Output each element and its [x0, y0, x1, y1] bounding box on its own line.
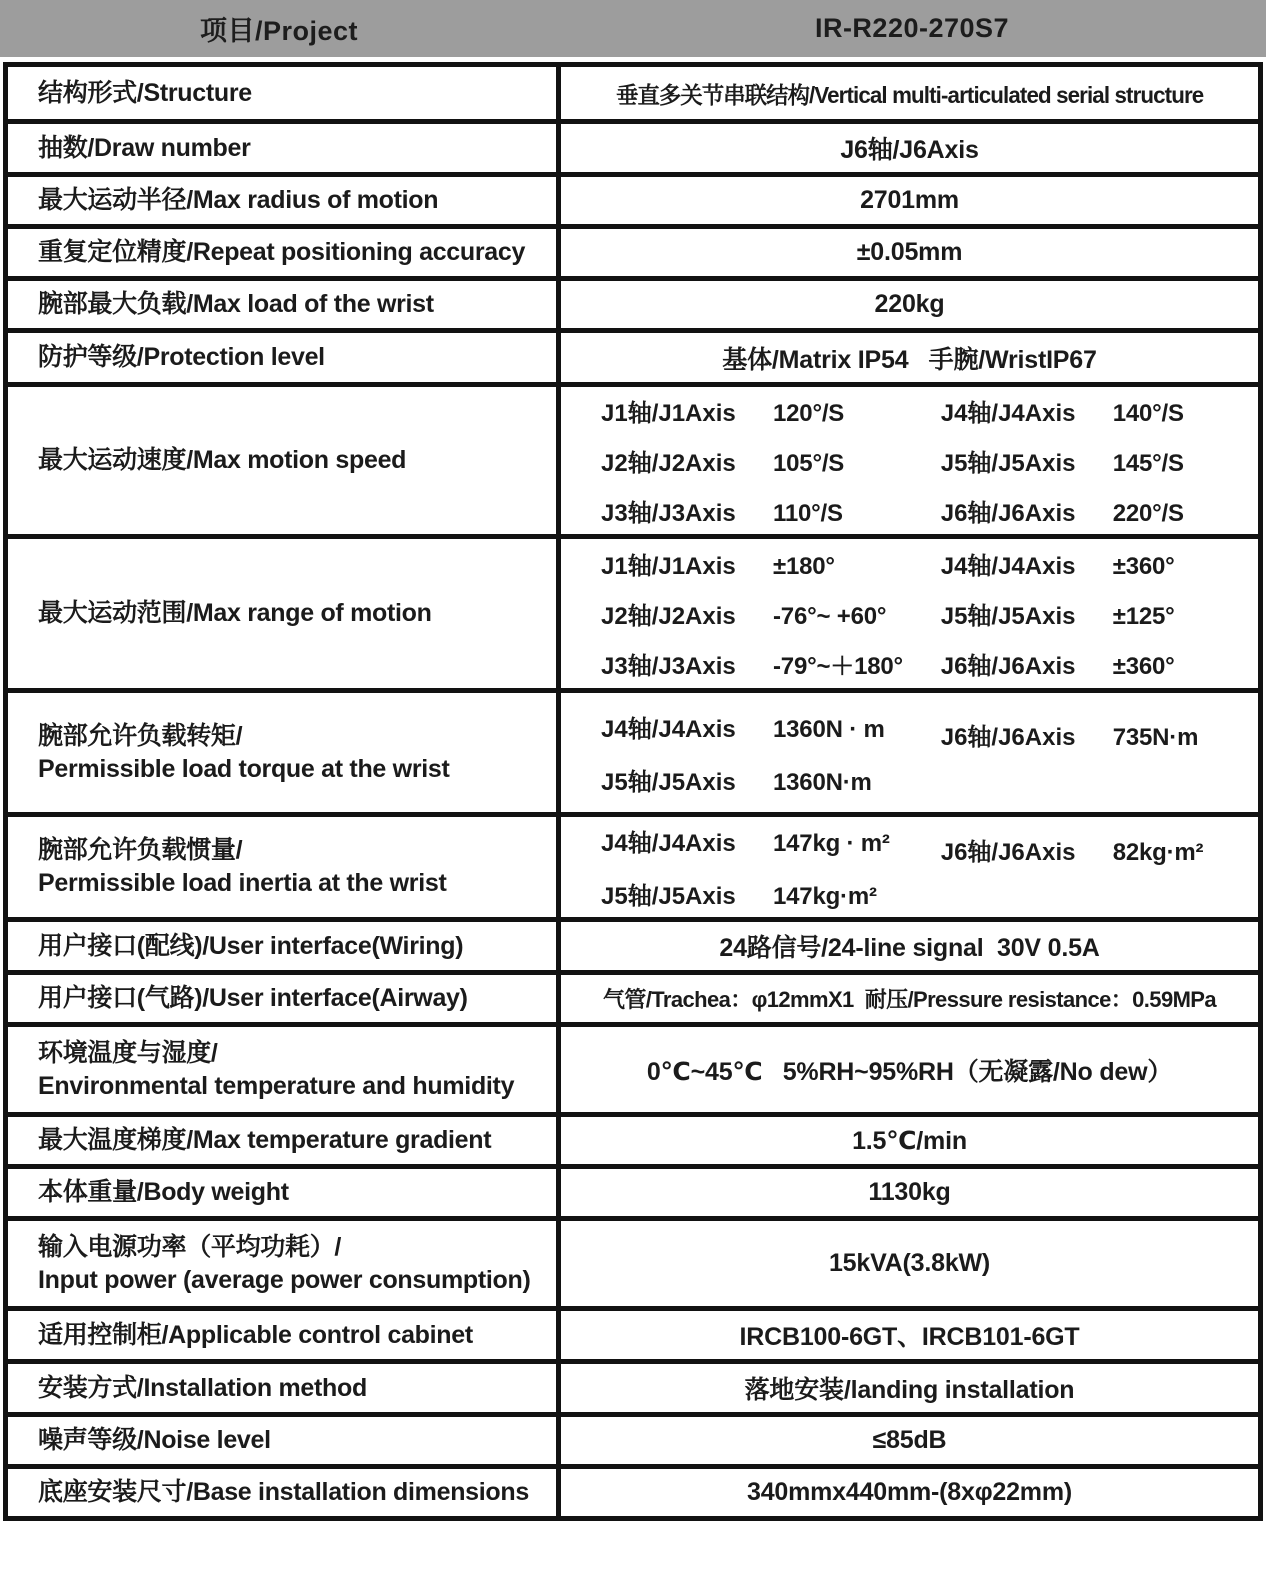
row-label-max-motion-range: [8, 539, 561, 688]
spec-row-body-weight: [8, 1164, 1258, 1216]
axis-column-col1: [601, 393, 941, 528]
row-label-line: 噪声等级/Noise level: [38, 1426, 271, 1454]
spec-row-base-dimensions: [8, 1464, 1258, 1516]
row-value-max-motion-speed: [561, 387, 1258, 534]
spec-row-repeat-accuracy: [8, 224, 1258, 276]
row-label-max-motion-speed: [8, 387, 561, 534]
spec-row-installation-method: [8, 1359, 1258, 1412]
row-value-text: 垂直多关节串联结构/Vertical multi-articulated serial structure: [615, 81, 1204, 108]
row-value-user-interface-airway: [561, 975, 1258, 1022]
spec-row-max-motion-speed: [8, 382, 1258, 534]
spec-row-max-wrist-load: [8, 276, 1258, 328]
row-label-max-temp-gradient: [8, 1117, 561, 1164]
row-value-wrist-load-torque: [561, 693, 1258, 812]
row-label-installation-method: [8, 1364, 561, 1412]
axis-column-col1: [601, 546, 941, 681]
axis-item: [601, 876, 941, 911]
row-label-line: 底座安装尺寸/Base installation dimensions: [38, 1478, 529, 1506]
row-label-line: 腕部最大负载/Max load of the wrist: [38, 290, 434, 318]
row-label-line: 用户接口(配线)/User interface(Wiring): [38, 931, 464, 960]
row-label-line: Permissible load torque at the wrist: [38, 754, 450, 783]
axis-value: -76°~ +60°: [773, 603, 887, 630]
axis-item: [601, 443, 941, 478]
row-label-input-power: [8, 1221, 561, 1306]
axis-value: 1360N · m: [773, 715, 885, 743]
row-label-line: Permissible load inertia at the wrist: [38, 869, 447, 897]
axis-item: [941, 832, 1242, 867]
spec-row-noise-level: [8, 1412, 1258, 1464]
row-label-line: 最大温度梯度/Max temperature gradient: [38, 1126, 492, 1154]
row-value-text: 340mmx440mm-(8xφ22mm): [747, 1478, 1072, 1506]
row-value-text: 1130kg: [868, 1178, 951, 1206]
row-label-line: 腕部允许负载转矩/: [38, 721, 243, 750]
spec-row-input-power: [8, 1216, 1258, 1306]
axis-value: 1360N·m: [773, 768, 872, 796]
axis-name: J2轴/J2Axis: [601, 450, 736, 477]
row-label-user-interface-wiring: [8, 922, 561, 970]
axis-column-col1: [601, 709, 941, 797]
axis-item: [941, 646, 1242, 681]
axis-column-col2: [941, 393, 1242, 528]
row-value-max-wrist-load: [561, 281, 1258, 328]
row-label-max-wrist-load: [8, 281, 561, 328]
row-label-line: 本体重量/Body weight: [38, 1178, 289, 1206]
row-label-line: 环境温度与湿度/: [38, 1038, 218, 1067]
axis-name: J6轴/J6Axis: [940, 653, 1076, 680]
axis-column-col2: [941, 717, 1242, 752]
spec-row-user-interface-airway: [8, 970, 1258, 1022]
axis-name: J4轴/J4Axis: [940, 400, 1076, 427]
header-project-label: 项目/Project: [199, 16, 359, 46]
row-value-text: ±0.05mm: [856, 238, 963, 266]
axis-value: 145°/S: [1112, 450, 1184, 477]
row-label-wrist-load-torque: [8, 693, 561, 812]
row-value-noise-level: [561, 1417, 1258, 1464]
axis-value: 82kg·m²: [1112, 838, 1204, 866]
row-label-draw-number: [8, 124, 561, 172]
axis-item: [601, 493, 941, 528]
row-value-text: 落地安装/landing installation: [744, 1376, 1075, 1404]
axis-name: J5轴/J5Axis: [601, 768, 736, 796]
row-value-text: 0℃~45℃ 5%RH~95%RH（无凝露/No dew）: [646, 1057, 1173, 1086]
spec-row-protection-level: [8, 328, 1258, 382]
axis-value: 140°/S: [1112, 400, 1184, 427]
axis-item: [941, 443, 1242, 478]
row-value-body-weight: [561, 1169, 1258, 1216]
spec-row-structure: [8, 67, 1258, 119]
row-label-line: 用户接口(气路)/User interface(Airway): [38, 984, 468, 1012]
row-label-line: 防护等级/Protection level: [38, 343, 325, 371]
row-label-wrist-load-inertia: [8, 817, 561, 917]
row-label-control-cabinet: [8, 1311, 561, 1359]
row-value-protection-level: [561, 333, 1258, 382]
row-label-line: 最大运动半径/Max radius of motion: [38, 186, 439, 214]
row-value-user-interface-wiring: [561, 922, 1258, 970]
row-label-line: 最大运动范围/Max range of motion: [38, 599, 432, 627]
axis-item: [601, 596, 941, 631]
row-label-noise-level: [8, 1417, 561, 1464]
axis-value: 105°/S: [773, 450, 845, 477]
spec-row-user-interface-wiring: [8, 917, 1258, 970]
row-value-installation-method: [561, 1364, 1258, 1412]
axis-column-col2: [941, 832, 1242, 867]
axis-value: 220°/S: [1112, 500, 1184, 527]
axis-value: 735N·m: [1112, 724, 1199, 751]
row-label-line: 适用控制柜/Applicable control cabinet: [38, 1320, 473, 1349]
spec-row-control-cabinet: [8, 1306, 1258, 1359]
axis-item: [941, 393, 1242, 428]
row-label-line: 腕部允许负载惯量/: [38, 836, 243, 864]
axis-name: J3轴/J3Axis: [601, 653, 736, 680]
row-label-line: Environmental temperature and humidity: [38, 1071, 515, 1100]
row-value-input-power: [561, 1221, 1258, 1306]
row-value-text: 24路信号/24-line signal 30V 0.5A: [719, 934, 1100, 962]
axis-name: J2轴/J2Axis: [601, 603, 736, 630]
axis-item: [941, 493, 1242, 528]
row-value-max-motion-range: [561, 539, 1258, 688]
axis-name: J5轴/J5Axis: [601, 883, 736, 910]
row-value-text: J6轴/J6Axis: [840, 136, 979, 164]
axis-name: J5轴/J5Axis: [940, 450, 1076, 477]
table-header: [0, 0, 1266, 57]
row-value-text: 15kVA(3.8kW): [828, 1249, 991, 1277]
row-value-max-radius: [561, 177, 1258, 224]
axis-column-col1: [601, 823, 941, 911]
axis-item: [601, 546, 941, 581]
row-label-line: 重复定位精度/Repeat positioning accuracy: [38, 238, 526, 266]
axis-name: J5轴/J5Axis: [940, 603, 1076, 630]
axis-item: [941, 596, 1242, 631]
axis-name: J1轴/J1Axis: [601, 400, 736, 427]
axis-value: ±360°: [1112, 553, 1175, 580]
row-label-body-weight: [8, 1169, 561, 1216]
row-label-base-dimensions: [8, 1469, 561, 1516]
header-model-name: IR-R220-270S7: [814, 13, 1010, 43]
spec-row-max-temp-gradient: [8, 1112, 1258, 1164]
row-value-text: IRCB100-6GT、IRCB101-6GT: [739, 1323, 1080, 1351]
row-label-structure: [8, 67, 561, 119]
spec-row-wrist-load-torque: [8, 688, 1258, 812]
axis-item: [941, 717, 1242, 752]
axis-name: J6轴/J6Axis: [940, 724, 1076, 751]
axis-column-col2: [941, 546, 1242, 681]
spec-row-max-radius: [8, 172, 1258, 224]
axis-name: J4轴/J4Axis: [601, 715, 736, 743]
spec-row-draw-number: [8, 119, 1258, 172]
axis-value: ±360°: [1112, 653, 1175, 680]
spec-row-environment-temp-humidity: [8, 1022, 1258, 1112]
row-label-line: 抽数/Draw number: [38, 133, 251, 162]
axis-name: J1轴/J1Axis: [601, 553, 736, 580]
row-value-text: 1.5℃/min: [852, 1126, 967, 1155]
axis-item: [601, 393, 941, 428]
row-value-control-cabinet: [561, 1311, 1258, 1359]
row-label-line: 输入电源功率（平均功耗）/: [38, 1232, 342, 1261]
row-label-repeat-accuracy: [8, 229, 561, 276]
axis-name: J4轴/J4Axis: [940, 553, 1076, 580]
row-value-draw-number: [561, 124, 1258, 172]
axis-value: 147kg · m²: [773, 830, 890, 857]
row-value-text: 气管/Trachea：φ12mmX1 耐压/Pressure resistance：0.59MPa: [602, 987, 1217, 1012]
row-label-line: 安装方式/Installation method: [38, 1373, 367, 1402]
axis-value: -79°~＋180°: [773, 653, 903, 680]
row-label-user-interface-airway: [8, 975, 561, 1022]
row-value-structure: [561, 67, 1258, 119]
row-label-max-radius: [8, 177, 561, 224]
spec-row-max-motion-range: [8, 534, 1258, 688]
row-value-max-temp-gradient: [561, 1117, 1258, 1164]
row-value-text: 2701mm: [860, 186, 959, 214]
row-label-environment-temp-humidity: [8, 1027, 561, 1112]
row-label-line: Input power (average power consumption): [38, 1265, 531, 1294]
row-value-environment-temp-humidity: [561, 1027, 1258, 1112]
spec-table-body: [3, 62, 1263, 1521]
axis-value: ±125°: [1112, 603, 1175, 630]
row-value-text: 基体/Matrix IP54 手腕/WristIP67: [722, 345, 1097, 374]
row-label-line: 最大运动速度/Max motion speed: [38, 446, 407, 474]
axis-value: ±180°: [773, 553, 835, 580]
row-label-line: 结构形式/Structure: [38, 78, 252, 107]
axis-item: [601, 709, 941, 744]
axis-value: 120°/S: [773, 400, 845, 427]
axis-name: J6轴/J6Axis: [940, 500, 1076, 527]
axis-name: J4轴/J4Axis: [601, 830, 736, 857]
axis-item: [941, 546, 1242, 581]
axis-item: [601, 823, 941, 858]
axis-value: 147kg·m²: [773, 883, 877, 910]
axis-item: [601, 646, 941, 681]
row-value-wrist-load-inertia: [561, 817, 1258, 917]
row-value-text: ≤85dB: [872, 1426, 947, 1454]
row-value-text: 220kg: [874, 290, 945, 318]
row-label-protection-level: [8, 333, 561, 382]
axis-item: [601, 762, 941, 797]
axis-value: 110°/S: [773, 500, 843, 527]
row-value-repeat-accuracy: [561, 229, 1258, 276]
axis-name: J3轴/J3Axis: [601, 500, 736, 527]
spec-row-wrist-load-inertia: [8, 812, 1258, 917]
row-value-base-dimensions: [561, 1469, 1258, 1516]
axis-name: J6轴/J6Axis: [940, 838, 1076, 866]
